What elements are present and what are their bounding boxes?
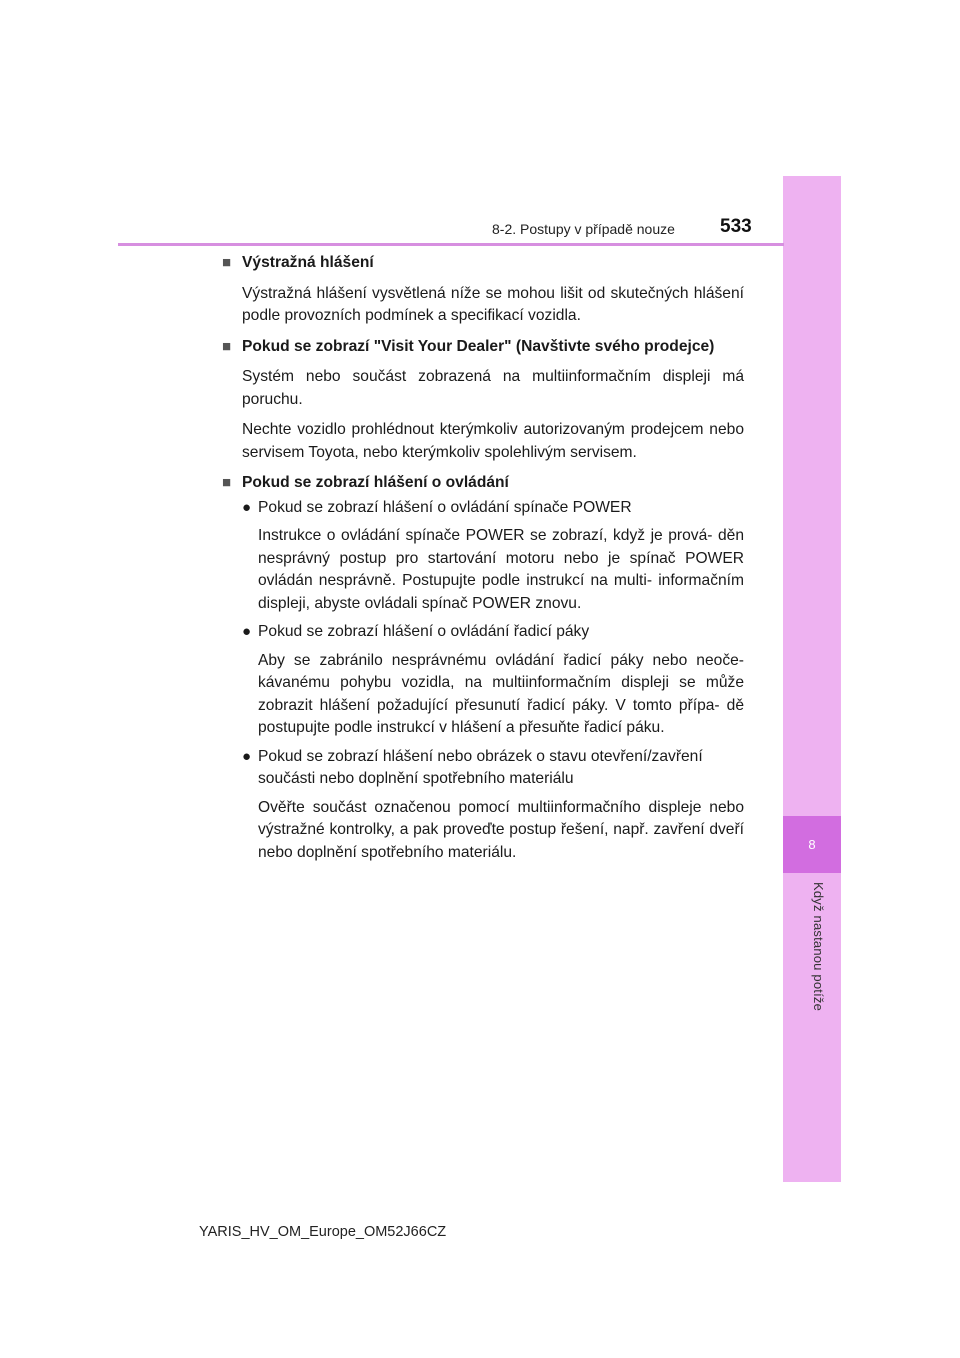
body-paragraph: Systém nebo součást zobrazená na multiinformačním displeji má poruchu. bbox=[242, 368, 744, 408]
bullet-item bbox=[242, 621, 744, 644]
square-bullet-icon: ■ bbox=[222, 337, 232, 355]
section-title: 8-2. Postupy v případě nouze bbox=[492, 221, 675, 237]
section-heading bbox=[222, 472, 744, 495]
bullet-item bbox=[242, 746, 744, 791]
square-bullet-icon: ■ bbox=[222, 474, 232, 491]
bullet-title: Pokud se zobrazí hlášení o ovládání řadicí páky bbox=[258, 623, 590, 640]
round-bullet-icon: ● bbox=[242, 747, 252, 765]
section-heading-text: Pokud se zobrazí hlášení o ovládání bbox=[242, 474, 509, 491]
document-code: YARIS_HV_OM_Europe_OM52J66CZ bbox=[199, 1224, 447, 1240]
chapter-number-box bbox=[783, 816, 841, 873]
section-heading bbox=[222, 252, 744, 275]
page-content bbox=[222, 252, 744, 870]
section-heading-text: Pokud se zobrazí "Visit Your Dealer" (Navštivte svého prodejce) bbox=[242, 337, 715, 355]
bullet-title: Pokud se zobrazí hlášení o ovládání spínače POWER bbox=[258, 498, 632, 516]
body-paragraph: Výstražná hlášení vysvětlená níže se mohou lišit od skutečných hlášení podle provozních podmínek a specifikací vozidla. bbox=[242, 284, 744, 324]
section-heading bbox=[222, 336, 744, 359]
bullet-text: Aby se zabránilo nesprávnému ovládání řadicí páky nebo neoče- kávanému pohybu vozidla, na multiinformačním displeji se může zobrazit hlášení požadující přesunutí řadicí páky. V tomto přípa- dě postupujte podle instrukcí v hlášení a přesuňte řadicí páku. bbox=[258, 651, 744, 736]
chapter-side-tab bbox=[783, 176, 841, 1182]
round-bullet-icon: ● bbox=[242, 623, 252, 640]
page-number: 533 bbox=[720, 216, 752, 237]
bullet-item bbox=[242, 497, 744, 520]
section-heading-text: Výstražná hlášení bbox=[242, 254, 374, 271]
body-paragraph: Nechte vozidlo prohlédnout kterýmkoliv autorizovaným prodejcem nebo servisem Toyota, nebo kterýmkoliv spolehlivým servisem. bbox=[242, 421, 744, 461]
chapter-number: 8 bbox=[808, 837, 816, 852]
bullet-text: Instrukce o ovládání spínače POWER se zobrazí, když je prová- děn nesprávný postup pro startování motoru nebo je spínač POWER ovládán nesprávně. Postupujte podle instrukcí na multi- informačním displeji, abyste ovládali spínač POWER znovu. bbox=[258, 527, 744, 612]
bullet-text: Ověřte součást označenou pomocí multiinformačního displeje nebo výstražné kontrolky, a pak proveďte postup řešení, např. zavření dveří nebo doplnění spotřebního materiálu. bbox=[258, 798, 744, 861]
bullet-title: Pokud se zobrazí hlášení nebo obrázek o stavu otevření/zavření součásti nebo doplnění spotřebního materiálu bbox=[258, 747, 703, 787]
round-bullet-icon: ● bbox=[242, 498, 252, 516]
header-divider bbox=[118, 243, 784, 246]
chapter-title: Když nastanou potíže bbox=[811, 882, 826, 1012]
square-bullet-icon: ■ bbox=[222, 254, 232, 271]
